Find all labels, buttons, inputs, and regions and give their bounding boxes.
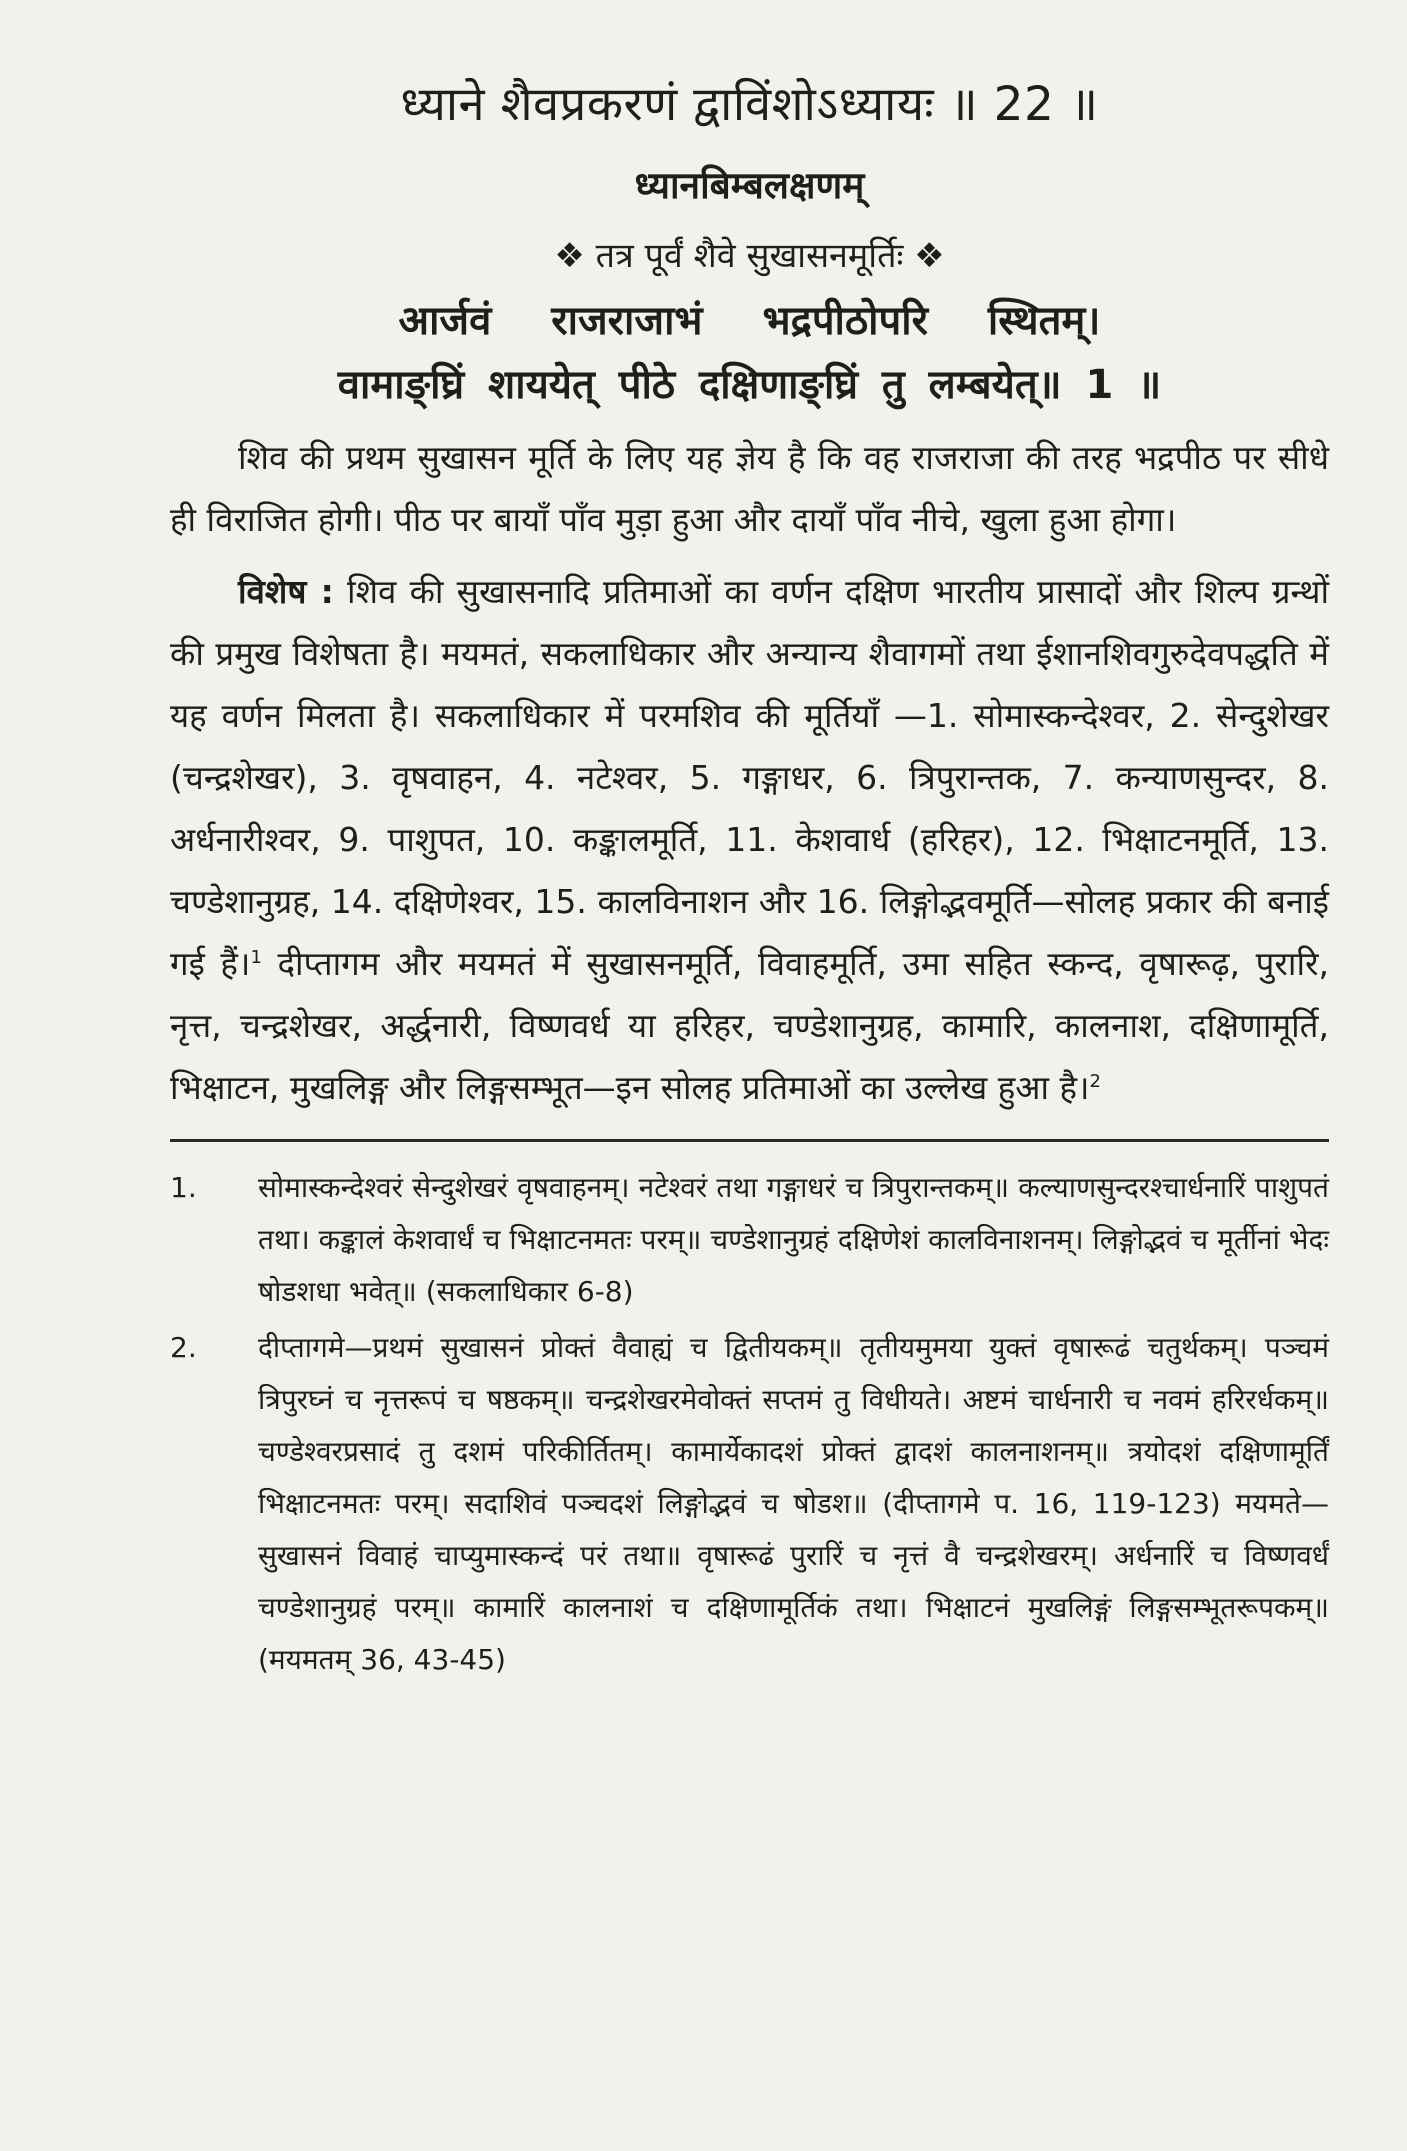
vishesh-text-2: दीप्तागम और मयमतं में सुखासनमूर्ति, विवाहमूर्ति, उमा सहित स्कन्द, वृषारूढ़, पुरारि, नृत्त, चन्द्रशेखर, अर्द्धनारी, विष्णवर्ध या हरिहर, चण्डेशानुग्रह, कामारि, कालनाश, दक्षिणामूर्ति, भिक्षाटन, मुखलिङ्ग और लिङ्गसम्भूत—इन सोलह प्रतिमाओं का उल्लेख हुआ है। [170, 944, 1329, 1107]
vishesh-label: विशेष : [238, 572, 334, 611]
footnote-divider [170, 1139, 1329, 1142]
verse-line-1: आर्जवं राजराजाभं भद्रपीठोपरि स्थितम्। [398, 298, 1101, 344]
chapter-title: ध्याने शैवप्रकरणं द्वाविंशोऽध्यायः ॥ 22 ॥ [400, 77, 1099, 132]
footnote-ref-2[interactable]: 2 [1089, 1071, 1101, 1092]
footnote-1 [170, 1162, 1329, 1318]
verse-line-2: वामाङ्घ्रिं शाययेत् पीठे दक्षिणाङ्घ्रिं तु लम्बयेत्॥ 1 ॥ [337, 362, 1162, 408]
footnote-number: 2. [170, 1331, 197, 1364]
section-heading: ❖ तत्र पूर्वं शैवे सुखासनमूर्तिः ❖ [554, 236, 945, 276]
vishesh-text-1: शिव की सुखासनादि प्रतिमाओं का वर्णन दक्षिण भारतीय प्रासादों और शिल्प ग्रन्थों की प्रमुख विशेषता है। मयमतं, सकलाधिकार और अन्यान्य शैवागमों तथा ईशानशिवगुरुदेवपद्धति में यह वर्णन मिलता है। सकलाधिकार में परमशिव की मूर्तियाँ —1. सोमास्कन्देश्वर, 2. सेन्दुशेखर (चन्द्रशेखर), 3. वृषवाहन, 4. नटेश्वर, 5. गङ्गाधर, 6. त्रिपुरान्तक, 7. कन्याणसुन्दर, 8. अर्धनारीश्वर, 9. पाशुपत, 10. कङ्कालमूर्ति, 11. केशवार्ध (हरिहर), 12. भिक्षाटनमूर्ति, 13. चण्डेशानुग्रह, 14. दक्षिणेश्वर, 15. कालविनाशन और 16. लिङ्गोद्भवमूर्ति—सोलह प्रकार की बनाई गई हैं। [170, 572, 1329, 983]
vishesh-paragraph [170, 561, 1329, 1119]
footnote-ref-1[interactable]: 1 [250, 947, 262, 968]
footnote-2 [170, 1322, 1329, 1686]
footnote-text: दीप्तागमे—प्रथमं सुखासनं प्रोक्तं वैवाह्यं च द्वितीयकम्॥ तृतीयमुमया युक्तं वृषारूढं चतुर्थकम्। पञ्चमं त्रिपुरघ्नं च नृत्तरूपं च षष्ठकम्॥ चन्द्रशेखरमेवोक्तं सप्तमं तु विधीयते। अष्टमं चार्धनारी च नवमं हरिरर्धकम्॥ चण्डेश्वरप्रसादं तु दशमं परिकीर्तितम्। कामार्येकादशं प्रोक्तं द्वादशं कालनाशनम्॥ त्रयोदशं दक्षिणामूर्तिं भिक्षाटनमतः परम्। सदाशिवं पञ्चदशं लिङ्गोद्भवं च षोडश॥ (दीप्तागमे प. 16, 119-123) मयमते— सुखासनं विवाहं चाप्युमास्कन्दं परं तथा॥ वृषारूढं पुरारिं च नृत्तं वै चन्द्रशेखरम्। अर्धनारिं च विष्णवर्धं चण्डेशानुग्रहं परम्॥ कामारिं कालनाशं च दक्षिणामूर्तिकं तथा। भिक्षाटनं मुखलिङ्गं लिङ्गसम्भूतरूपकम्॥ (मयमतम् 36, 43-45) [258, 1331, 1329, 1676]
footnote-number: 1. [170, 1171, 197, 1204]
sanskrit-verse [170, 289, 1329, 417]
chapter-subtitle: ध्यानबिम्बलक्षणम् [634, 164, 865, 207]
hindi-translation: शिव की प्रथम सुखासन मूर्ति के लिए यह ज्ञेय है कि वह राजराजा की तरह भद्रपीठ पर सीधे ही विराजित होगी। पीठ पर बायाँ पाँव मुड़ा हुआ और दायाँ पाँव नीचे, खुला हुआ होगा। [170, 438, 1329, 539]
footnote-text: सोमास्कन्देश्वरं सेन्दुशेखरं वृषवाहनम्। नटेश्वरं तथा गङ्गाधरं च त्रिपुरान्तकम्॥ कल्याणसुन्दरश्चार्धनारिं पाशुपतं तथा। कङ्कालं केशवार्धं च भिक्षाटनमतः परम्॥ चण्डेशानुग्रहं दक्षिणेशं कालविनाशनम्। लिङ्गोद्भवं च मूर्तीनां भेदः षोडशधा भवेत्॥ (सकलाधिकार 6-8) [258, 1171, 1329, 1308]
